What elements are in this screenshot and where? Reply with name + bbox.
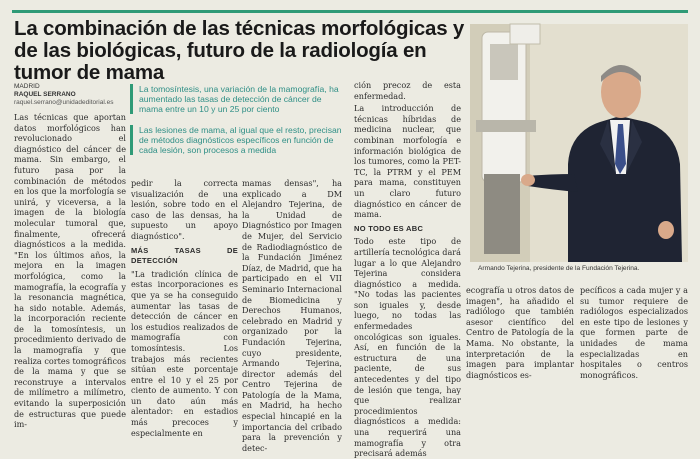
article-column-4 <box>354 80 461 459</box>
article-column-2 <box>131 178 238 438</box>
headline: La combinación de las técnicas morfológicas y de las biológicas, futuro de la radiología en tumor de mama <box>14 17 465 84</box>
photo-caption: Armando Tejerina, presidente de la Fundación Tejerina. <box>478 265 640 272</box>
body-text: La introducción de técnicas híbridas de medicina nuclear, que combinan morfología e información biológica de los tumores, como la PET-TC, la PTRM y el PEM para mama, constituyen un claro futuro diagnóstico en cáncer de mama. <box>354 103 461 220</box>
article-column-1 <box>14 112 126 430</box>
article-column-6 <box>580 285 688 380</box>
pull-quote-1: La tomosíntesis, una variación de la mamografía, ha aumentado las tasas de detección de cáncer de mama entre un 10 y un 25 por ciento <box>130 84 345 114</box>
body-text: ción precoz de esta enfermedad. <box>354 80 461 101</box>
body-text: "La tradición clínica de estas incorporaciones es que ya se ha conseguido aumentar las tasas de detección de cáncer en los estudios realizados de mamografía con tomosíntesis. Los trabajos más recientes sitúan este porcentaje entre el 10 y el 25 por ciento de aumento. Y con un dato aún más alentador: en estadios más precoces y especialmente en <box>131 268 238 438</box>
byline-city: MADRID <box>14 83 40 90</box>
top-rule <box>12 10 688 13</box>
article-column-5 <box>466 285 574 380</box>
body-text: pecíficos a cada mujer y a su tumor requiere de radiólogos especializados en este tipo de lesiones y que formen parte de unidades de mama especializadas en hospitales o centros monográficos. <box>580 285 688 380</box>
byline-email: raquel.serrano@unidadeditorial.es <box>14 99 114 106</box>
body-text: Todo este tipo de artillería tecnológica dará lugar a lo que Alejandro Tejerina considera diagnóstico a medida. "No todas las pacientes son iguales y, desde luego, no todas las enfermedades oncológicas son iguales. Así, en función de la estructura de una paciente, de sus antecedentes y del tipo de lesión que tenga, hay que realizar procedimientos diagnósticos a medida: una requerirá una mamografía y otra precisará además <box>354 236 461 459</box>
subheading: NO TODO ES ABC <box>354 223 424 233</box>
photo-armando-tejerina <box>470 24 688 262</box>
body-text: Las técnicas que aportan datos morfológicos han revolucionado el diagnóstico del cáncer de mama. Sin embargo, el futuro pasa por la combinación de métodos en los que la morfología se unirá, y viceversa, a la imagen de la biología molecular tumoral que, finalmente, ofrecerá diagnósticos a la medida. "En los últimos años, la mejora en la imagen morfológica, como la mamografía, la ecografía y la resonancia magnética, ha sido notable. Además, la incorporación reciente de la tomosíntesis, un procedimiento derivado de la mamografía y que realiza cortes tomográficos de la mama y que se reconstruye a intervalos de milímetro a milímetro, evitando la superposición de estructuras que puede im- <box>14 112 126 430</box>
subheading: MÁS TASAS DE DETECCIÓN <box>131 245 238 266</box>
byline <box>14 83 113 107</box>
photo-illustration <box>470 24 688 262</box>
body-text: pedir la correcta visualización de una lesión, sobre todo en el caso de las densas, ha supuesto un apoyo diagnóstico". <box>131 178 238 241</box>
pull-quote-2: Las lesiones de mama, al igual que el resto, precisan de métodos diagnósticos específicos en función de cada lesión, son procesos a medida <box>130 125 345 155</box>
article-column-3 <box>242 178 342 453</box>
body-text: mamas densas", ha explicado a DM Alejandro Tejerina, de la Unidad de Diagnóstico por Imagen de Mujer, del Servicio de Radiodiagnóstico de la Fundación Jiménez Díaz, de Madrid, que ha participado en el VII Seminario Internacional de Biomedicina y Derechos Humanos, celebrado en Madrid y organizado por la Fundación Tejerina, cuyo presidente, Armando Tejerina, director además del Centro Tejerina de Patología de la Mama, en Madrid, ha hecho especial hincapié en la importancia del cribado para la prevención y detec- <box>242 178 342 453</box>
body-text: ecografía u otros datos de imagen", ha añadido el radiólogo que también asesor científico del Centro de Patología de la Mama. No obstante, la interpretación de la imagen para implantar diagnósticos es- <box>466 285 574 380</box>
byline-author: RAQUEL SERRANO <box>14 91 76 98</box>
